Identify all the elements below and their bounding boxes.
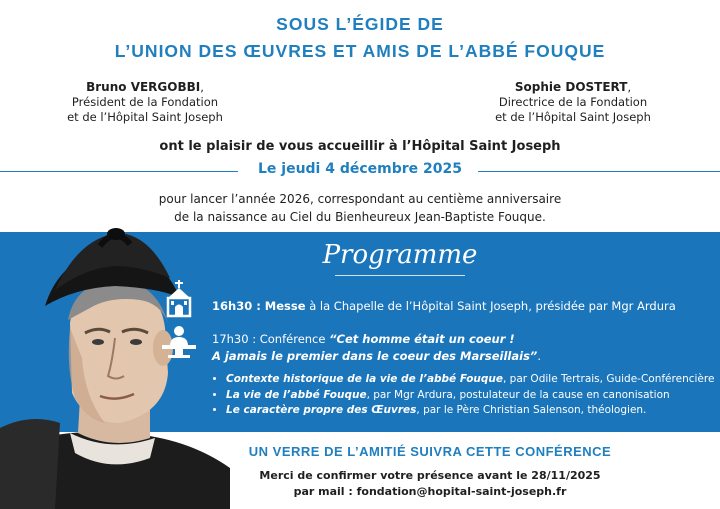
programme-title-underline [335, 275, 465, 276]
programme-mass-text: à la Chapelle de l’Hôpital Saint Joseph, présidée par Mgr Ardura [305, 299, 676, 313]
invite-purpose-line2: de la naissance au Ciel du Bienheureux Jean-Baptiste Fouque. [174, 210, 546, 224]
lectern-speaker-icon [160, 326, 198, 358]
footer-mail[interactable]: par mail : fondation@hopital-saint-joseph.fr [293, 485, 567, 498]
talk-detail: , par le Père Christian Salenson, théologien. [416, 404, 647, 416]
footer-confirm: Merci de confirmer votre présence avant le 28/11/2025 [259, 469, 601, 482]
church-icon [162, 280, 196, 318]
footer-title: UN VERRE DE L’AMITIÉ SUIVRA CETTE CONFÉRENCE [248, 444, 612, 459]
signatory-right-last: DOSTERT [565, 80, 628, 94]
signatory-left-role2: et de l’Hôpital Saint Joseph [67, 110, 223, 124]
programme-conference-quote1: “Cet homme était un coeur ! [329, 332, 515, 346]
invite-pleasure: ont le plaisir de vous accueillir à l’Hôpital Saint Joseph [159, 139, 561, 154]
signatory-left-last: VERGOBBI [130, 80, 201, 94]
programme-conference-quote2: A jamais le premier dans le coeur des Marseillais” [212, 349, 538, 363]
signatory-right-role2: et de l’Hôpital Saint Joseph [495, 110, 651, 124]
programme-mass [212, 299, 676, 313]
header-title-line1: SOUS L’ÉGIDE DE [276, 14, 444, 34]
list-item [226, 388, 714, 404]
programme-conference [212, 331, 541, 365]
signatory-right-role1: Directrice de la Fondation [498, 95, 648, 109]
talk-title: La vie de l’abbé Fouque [226, 388, 367, 401]
list-item [226, 372, 714, 388]
programme-title: Programme [322, 240, 478, 270]
invite-purpose [0, 190, 720, 226]
talk-title: Le caractère propre des Œuvres [226, 404, 417, 416]
signatory-right-first: Sophie [514, 80, 566, 94]
talk-detail: , par Mgr Ardura, postulateur de la cause en canonisation [366, 388, 670, 401]
signatory-right-punct: , [627, 80, 632, 94]
programme-conference-end: . [537, 349, 541, 363]
header-title-line2: L’UNION DES ŒUVRES ET AMIS DE L’ABBÉ FOUQUE [114, 41, 606, 61]
signatory-right [458, 80, 688, 125]
signatory-left-first: Bruno [86, 80, 131, 94]
programme-mass-time: 16h30 : Messe [212, 299, 306, 313]
talk-title: Contexte historique de la vie de l’abbé Fouque [226, 373, 503, 385]
list-item [226, 403, 714, 419]
signatory-left [30, 80, 260, 125]
talk-detail: , par Odile Tertrais, Guide-Conférencière [503, 373, 715, 385]
signatory-left-punct: , [200, 80, 204, 94]
programme-conference-time: 17h30 : Conférence [212, 332, 330, 346]
programme-talks [212, 372, 714, 419]
portrait-illustration [0, 228, 230, 509]
invite-purpose-line1: pour lancer l’année 2026, correspondant au centième anniversaire [158, 192, 562, 206]
signatory-left-role1: Président de la Fondation [71, 95, 219, 109]
invite-date: Le jeudi 4 décembre 2025 [257, 161, 463, 177]
